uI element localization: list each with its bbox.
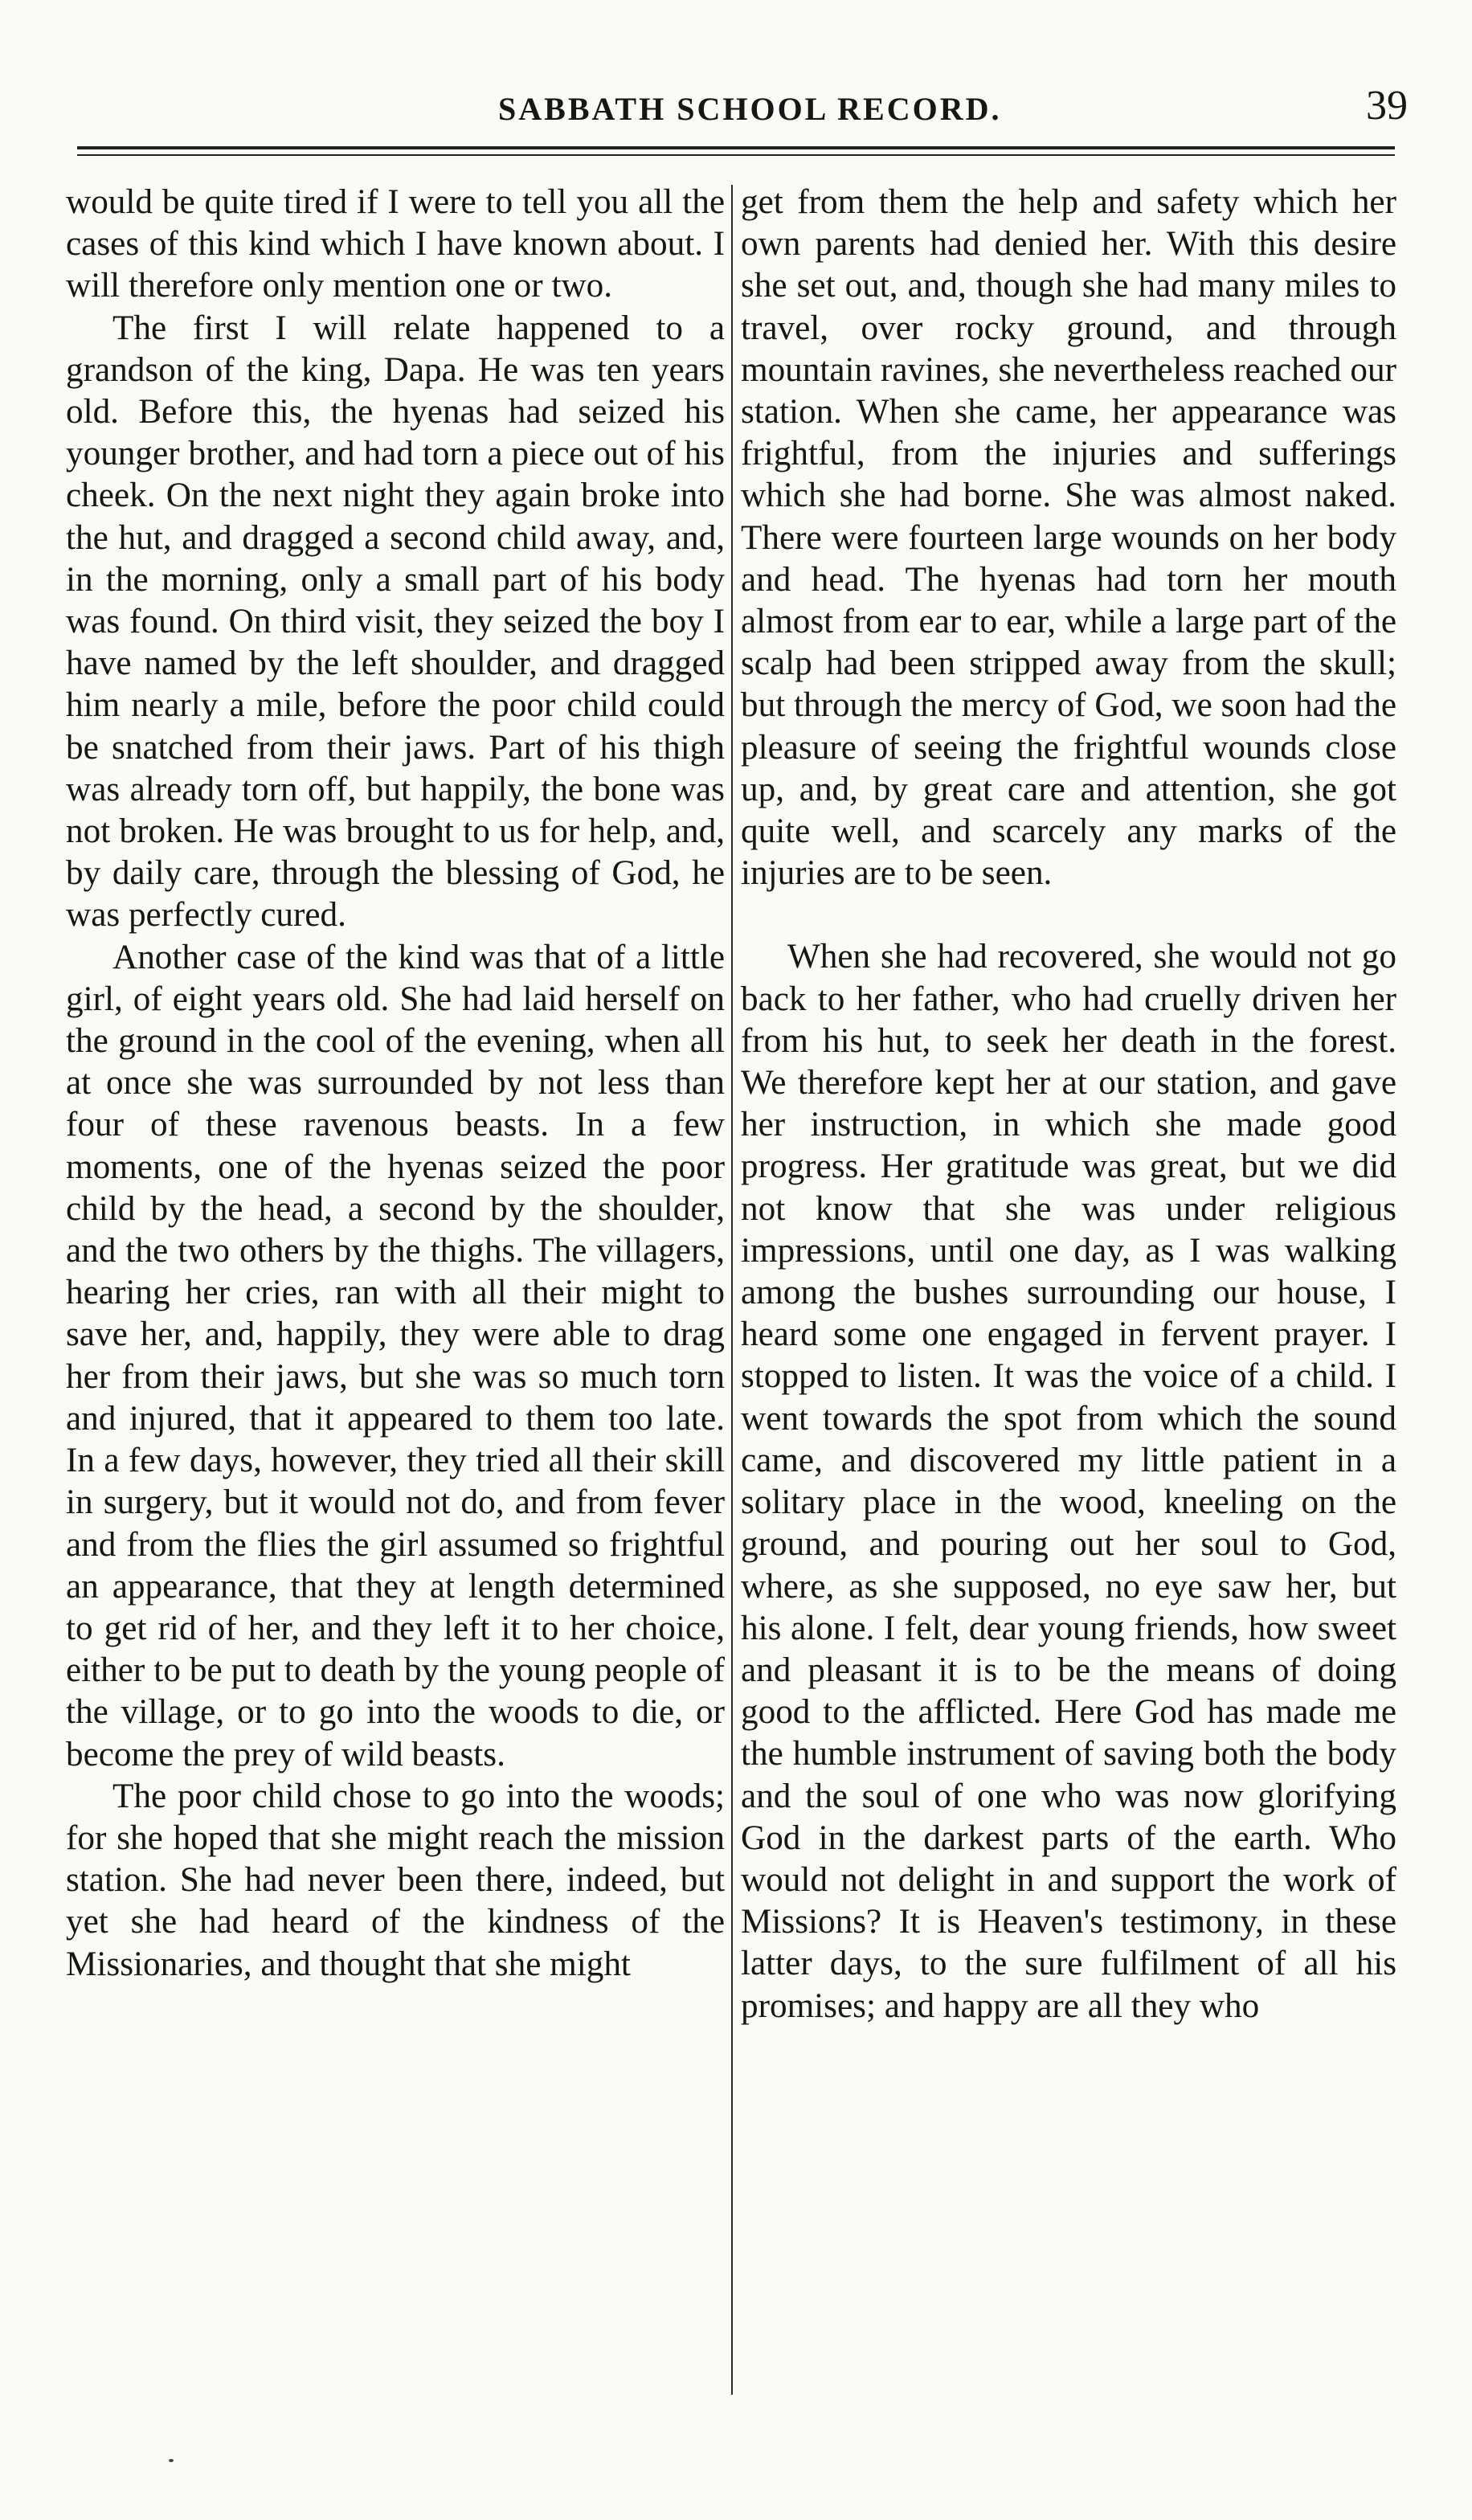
printer-mark (169, 2459, 174, 2462)
paragraph: Another case of the kind was that of a little girl, of eight years old. She had laid herself on the ground in the cool of the evening, when all at once she was surrounded by not less than four of these ravenous beasts. In a few moments, one of the hyenas seized the poor child by the head, a second by the shoulder, and the two others by the thighs. The villagers, hearing her cries, ran with all their might to save her, and, happily, they were able to drag her from their jaws, but she was so much torn and injured, that it appeared to them too late. In a few days, however, they tried all their skill in surgery, but it would not do, and from fever and from the flies the girl assumed so frightful an appearance, that they at length determined to get rid of her, and they left it to her choice, either to be put to death by the young people of the village, or to go into the woods to die, or become the prey of wild beasts. (66, 938, 725, 1773)
paragraph: The poor child chose to go into the woods; for she hoped that she might reach the mission station. She had never been there, indeed, but yet she had heard of the kindness of the Missionaries, and thought that she might (66, 1777, 725, 1983)
column-divider (731, 185, 733, 2395)
right-column (741, 182, 1396, 2027)
left-column (66, 182, 725, 1986)
paragraph: The first I will relate happened to a grandson of the king, Dapa. He was ten years old. Before this, the hyenas had seized his younger brother, and had torn a piece out of his cheek. On the next night they again broke into the hut, and dragged a second child away, and, in the morning, only a small part of his body was found. On third visit, they seized the boy I have named by the left shoulder, and dragged him nearly a mile, before the poor child could be snatched from their jaws. Part of his thigh was already torn off, but happily, the bone was not broken. He was brought to us for help, and, by daily care, through the blessing of God, he was perfectly cured. (66, 309, 725, 935)
running-title: SABBATH SCHOOL RECORD. (498, 91, 1002, 127)
page-header (48, 77, 1424, 141)
page-number: 39 (1366, 83, 1408, 129)
paragraph: would be quite tired if I were to tell you all the cases of this kind which I have known about. I will therefore only mention one or two. (66, 183, 725, 305)
header-rule-thin (77, 154, 1395, 156)
paragraph: When she had recovered, she would not go back to her father, who had cruelly driven her from his hut, to seek her death in the forest. We therefore kept her at our station, and gave her instruction, in which she made good progress. Her gratitude was great, but we did not know that she was under religious impressions, until one day, as I was walking among the bushes surrounding our house, I heard some one engaged in fervent prayer. I stopped to listen. It was the voice of a child. I went towards the spot from which the sound came, and discovered my little patient in a solitary place in the wood, kneeling on the ground, and pouring out her soul to God, where, as she supposed, no eye saw her, but his alone. I felt, dear young friends, how sweet and pleasant it is to be the means of doing good to the afflicted. Here God has made me the humble instrument of saving both the body and the soul of one who was now glorifying God in the darkest parts of the earth. Who would not delight in and support the work of Missions? It is Heaven's testimony, in these latter days, to the sure fulfilment of all his promises; and happy are all they who (741, 938, 1396, 2025)
paragraph: get from them the help and safety which her own parents had denied her. With this desire she set out, and, though she had many miles to travel, over rocky ground, and through mountain ravines, she nevertheless reached our station. When she came, her appearance was frightful, from the injuries and sufferings which she had borne. She was almost naked. There were fourteen large wounds on her body and head. The hyenas had torn her mouth almost from ear to ear, while a large part of the scalp had been stripped away from the skull; but through the mercy of God, we soon had the pleasure of seeing the frightful wounds close up, and, by great care and attention, she got quite well, and scarcely any marks of the injuries are to be seen. (741, 183, 1396, 893)
header-rule-thick (77, 146, 1395, 149)
